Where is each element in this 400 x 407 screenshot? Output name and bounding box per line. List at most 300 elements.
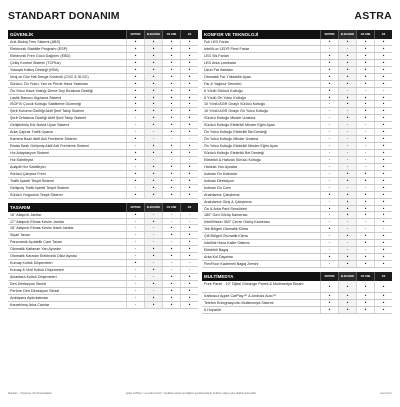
availability-cell: • (374, 178, 392, 184)
availability-cell: - (320, 199, 338, 205)
availability-cell: • (356, 136, 374, 142)
page-title: STANDART DONANIM (8, 10, 120, 22)
availability-cell: • (144, 108, 162, 114)
trim-header: GS (180, 30, 198, 39)
table-row (202, 53, 392, 60)
availability-cell: • (180, 115, 198, 121)
availability-cell: • (126, 136, 144, 142)
availability-cell: • (356, 60, 374, 66)
feature-label: Sürücü Yorgunluk Tespit Sistemi (10, 192, 63, 197)
availability-cell: • (374, 157, 392, 163)
availability-cell: - (144, 288, 162, 294)
availability-cell: • (180, 246, 198, 252)
availability-cell: • (356, 300, 374, 306)
availability-cell: - (180, 136, 198, 142)
availability-cell: • (320, 293, 338, 299)
availability-cell: - (356, 185, 374, 191)
table-row (202, 74, 392, 81)
feature-label: Far & Yağmur Sensörü (204, 81, 242, 86)
feature-label: Elektronik Fren Gücü Dağılımı (EBD) (10, 53, 71, 58)
availability-cell: • (144, 164, 162, 170)
table-row (8, 171, 198, 178)
section-header (8, 203, 198, 212)
availability-cell: • (144, 171, 162, 177)
availability-cell: - (338, 143, 356, 149)
section-guvenlik (8, 30, 198, 199)
availability-cell: • (126, 192, 144, 198)
availability-cell: • (374, 247, 392, 253)
availability-cell: - (162, 260, 180, 266)
availability-cell: • (126, 101, 144, 107)
availability-cell: • (180, 129, 198, 135)
section-title: KONFOR VE TEKNOLOJİ (204, 32, 259, 37)
trim-header: GS LINE (356, 30, 374, 39)
availability-cell: • (126, 39, 144, 45)
availability-cell: • (338, 81, 356, 87)
availability-cell: • (356, 67, 374, 73)
feature-label: Telefon Entegrasyonlu Multimedya Sistemi (204, 300, 274, 305)
feature-label: 10 Yönlü AGR Onaylı Ön Yolcu Koltuğu (204, 109, 269, 114)
availability-cell: • (320, 74, 338, 80)
availability-cell: - (144, 225, 162, 231)
section-header (202, 30, 392, 39)
availability-cell: • (162, 81, 180, 87)
availability-cell: • (320, 67, 338, 73)
availability-cell: - (126, 115, 144, 121)
feature-label: Şerit Ortalama Özelliği Aktif Şerit Takip Sistemi (10, 116, 87, 121)
feature-label: Sürücü Koltuğu Minder Uzatma (204, 116, 256, 121)
page-header (8, 10, 392, 24)
availability-cell: • (180, 39, 198, 45)
feature-label: Tek Bölgeli Otomatik Klima (204, 227, 248, 232)
availability-cell: - (144, 232, 162, 238)
availability-cell: - (320, 261, 338, 267)
feature-label: Perfore Deri Direksiyon Simidi (10, 288, 60, 293)
availability-cell: • (126, 95, 144, 101)
availability-cell: • (320, 95, 338, 101)
availability-cell: • (374, 199, 392, 205)
trim-header: EDITION (126, 30, 144, 39)
feature-label: Trafik İşareti Tespit Sistemi (10, 178, 54, 183)
availability-cell: - (338, 185, 356, 191)
availability-cell: • (338, 192, 356, 198)
feature-label: Kumaş & Vinil Koltuk Döşemeleri (10, 268, 64, 273)
feature-label: IntelliVision 360° Çevre Görüş Kamerası (204, 220, 270, 225)
footer-note: Apple CarPlay™ ve Android Auto™ özellikleri telefon ile bağlantı gerektirmektedir. Kullanım ülkeye göre farklılık gösterebilir. (126, 392, 257, 395)
availability-cell: • (320, 281, 338, 292)
availability-cell: • (374, 164, 392, 170)
availability-cell: • (144, 178, 162, 184)
availability-cell: • (144, 150, 162, 156)
availability-cell: - (162, 219, 180, 225)
availability-cell: - (320, 247, 338, 253)
availability-cell: • (180, 185, 198, 191)
trim-header: GS LINE (162, 30, 180, 39)
table-row (202, 185, 392, 192)
availability-cell: • (180, 88, 198, 94)
availability-cell: • (338, 307, 356, 313)
availability-cell: • (144, 95, 162, 101)
availability-cell: • (374, 143, 392, 149)
availability-cell: • (338, 261, 356, 267)
availability-cell: - (320, 219, 338, 225)
table-row (8, 246, 198, 253)
table-row (8, 46, 198, 53)
table-row (8, 267, 198, 274)
feature-label: 16" Alaşımlı Jantlar (10, 212, 42, 217)
feature-label: Kablosuz Apple CarPlay™ & Android Auto™ (204, 293, 277, 298)
availability-cell: • (144, 281, 162, 287)
table-row (202, 143, 392, 150)
feature-label: Karartılmış Arka Camlar (10, 302, 50, 307)
section-konfor (202, 30, 392, 268)
availability-cell: • (180, 81, 198, 87)
feature-label: Anti-Blokaj Fren Sistemi (ABS) (10, 40, 61, 44)
availability-cell: • (338, 233, 356, 239)
availability-cell: • (180, 274, 198, 280)
availability-cell: • (374, 150, 392, 156)
availability-cell: • (338, 254, 356, 260)
trim-header: EDITION (320, 272, 338, 281)
availability-cell: • (374, 307, 392, 313)
availability-cell: • (162, 101, 180, 107)
availability-cell: • (320, 300, 338, 306)
availability-cell: • (356, 101, 374, 107)
availability-cell: - (320, 164, 338, 170)
feature-label: Kumaş Koltuk Döşemeleri (10, 261, 53, 266)
table-row (8, 136, 198, 143)
availability-cell: • (162, 122, 180, 128)
feature-label: Siyah Tavan (10, 233, 31, 238)
feature-label: Sürücü Koltuğu Elektrikli Minder Eğim Ayarı (204, 123, 276, 128)
availability-cell: • (338, 206, 356, 212)
feature-label: Arka Kol Dayama (204, 255, 233, 260)
availability-cell: • (144, 53, 162, 59)
section-tasarim (8, 203, 198, 309)
availability-cell: - (126, 225, 144, 231)
table-row (202, 101, 392, 108)
availability-cell: • (144, 39, 162, 45)
availability-cell: • (374, 129, 392, 135)
table-row (8, 192, 198, 199)
availability-cell: - (180, 157, 198, 163)
availability-cell: • (338, 199, 356, 205)
availability-cell: • (144, 60, 162, 66)
feature-label: Hız Sabitleyici (10, 157, 34, 162)
availability-cell: • (162, 150, 180, 156)
feature-label: Deri Direksiyon Simidi (10, 281, 47, 286)
availability-cell: - (126, 274, 144, 280)
feature-label: Sürücü Çalışma Freni (10, 171, 46, 176)
availability-cell: - (126, 232, 144, 238)
table-row (8, 164, 198, 171)
availability-cell: • (374, 192, 392, 198)
table-row (8, 150, 198, 157)
availability-cell: • (180, 295, 198, 301)
feature-label: LED Arka Lambalar (204, 60, 236, 65)
feature-label: Radar Bazlı Gelişmiş Aktif Acil Frenleme Sistemi (10, 144, 89, 149)
availability-cell: • (356, 74, 374, 80)
trim-header: GS LINE (356, 272, 374, 281)
availability-cell: • (374, 206, 392, 212)
availability-cell: • (374, 212, 392, 218)
availability-cell: • (356, 233, 374, 239)
section-title: MULTİMEDYA (204, 273, 234, 279)
availability-cell: - (126, 267, 144, 273)
availability-cell: - (356, 88, 374, 94)
availability-cell: - (338, 129, 356, 135)
availability-cell: • (162, 192, 180, 198)
section-title: TASARIM (10, 204, 31, 210)
availability-cell: • (338, 300, 356, 306)
availability-cell: • (126, 260, 144, 266)
availability-cell: • (126, 53, 144, 59)
feature-label: Intellink Hava Kalite Sistemi (204, 241, 250, 246)
feature-label: FlexFloor Kademeli Bagaj Zemini (204, 262, 259, 266)
availability-cell: • (162, 171, 180, 177)
availability-cell: • (126, 88, 144, 94)
availability-cell: - (338, 226, 356, 232)
availability-cell: • (180, 108, 198, 114)
trim-header: EDITION (320, 30, 338, 39)
feature-label: Ön & Arka Park Sensörleri (204, 206, 248, 211)
availability-cell: - (320, 240, 338, 246)
availability-cell: • (180, 281, 198, 287)
availability-cell: • (356, 108, 374, 114)
table-row (8, 281, 198, 288)
availability-cell: • (144, 253, 162, 259)
availability-cell: - (320, 212, 338, 218)
availability-cell: • (126, 178, 144, 184)
availability-cell: • (374, 171, 392, 177)
feature-label: Elektrikli Bagaj (204, 248, 229, 253)
table-row (202, 199, 392, 206)
trim-header: ELEGANCE (338, 272, 356, 281)
feature-label: Anahtarsız Çalıştırma (204, 192, 240, 197)
table-row (202, 129, 392, 136)
availability-cell: • (126, 74, 144, 80)
availability-cell: • (126, 46, 144, 52)
feature-label: 6 Yönlü Sürücü Koltuğu (204, 88, 243, 93)
availability-cell: - (144, 260, 162, 266)
availability-cell: - (180, 267, 198, 273)
availability-cell: • (180, 95, 198, 101)
availability-cell: • (374, 39, 392, 45)
availability-cell: • (374, 240, 392, 246)
feature-label: 18" Alaşımlı Elmas Kesim Ikiset Jantlar (10, 226, 74, 231)
availability-cell: • (180, 288, 198, 294)
availability-cell: - (126, 239, 144, 245)
table-row (202, 261, 392, 268)
feature-label: Gelişmiş Trafik İşareti Tespit Sistemi (10, 185, 69, 190)
table-row (202, 233, 392, 240)
table-row (202, 95, 392, 102)
availability-cell: - (162, 239, 180, 245)
feature-label: Full LED Farlar (204, 40, 229, 44)
availability-cell: • (338, 293, 356, 299)
table-row (202, 122, 392, 129)
availability-cell: - (126, 246, 144, 252)
table-row (8, 108, 198, 115)
left-column (8, 30, 198, 309)
availability-cell: • (144, 101, 162, 107)
availability-cell: • (144, 81, 162, 87)
feature-label: Adaptif Hız Sabitleyici (10, 164, 46, 169)
table-row (8, 88, 198, 95)
feature-label: Isıtmalı Ön Cam (204, 185, 231, 190)
availability-cell: • (356, 178, 374, 184)
availability-cell: • (162, 108, 180, 114)
feature-label: Viraj ve Düz Hat Denge Kontrolü (CSC & SLSC) (10, 74, 89, 79)
feature-label: Hız Adaptasyon Sistemi (10, 151, 49, 155)
availability-cell: - (374, 226, 392, 232)
availability-cell: - (338, 240, 356, 246)
table-row (8, 232, 198, 239)
feature-label: Pure Panel - 10" Dijital Gösterge Paneli & Multimedya Ekranı (204, 281, 304, 286)
availability-cell: • (356, 39, 374, 45)
feature-label: Ön Yolcu Koltuğu Minder Uzatma (204, 137, 259, 142)
availability-cell: • (180, 164, 198, 170)
availability-cell: • (356, 46, 374, 52)
availability-cell: • (144, 246, 162, 252)
availability-cell: - (126, 143, 144, 149)
table-row (202, 88, 392, 95)
availability-cell: - (126, 122, 144, 128)
availability-cell: - (338, 122, 356, 128)
feature-label: 6 Hoparlör (204, 307, 222, 312)
availability-cell: - (162, 267, 180, 273)
availability-cell: • (162, 88, 180, 94)
feature-label: Arka Çapraz Trafik Uyarısı (10, 130, 54, 135)
trim-header: GS (180, 203, 198, 212)
availability-cell: - (320, 136, 338, 142)
availability-cell: • (356, 199, 374, 205)
availability-cell: • (320, 206, 338, 212)
availability-cell: • (374, 261, 392, 267)
feature-label: Ön Yolcu Hava Yastığı Devre Dışı Bırakma Özelliği (10, 88, 93, 93)
model-name: ASTRA (354, 10, 392, 22)
availability-cell: • (320, 53, 338, 59)
availability-cell: - (126, 164, 144, 170)
availability-cell: • (180, 74, 198, 80)
availability-cell: • (180, 53, 198, 59)
availability-cell: • (144, 302, 162, 308)
availability-cell: • (356, 212, 374, 218)
feature-label: Ambiyans Aydınlatması (10, 295, 49, 300)
trim-header: GS LINE (162, 203, 180, 212)
availability-cell: - (144, 274, 162, 280)
trim-header: ELEGANCE (144, 203, 162, 212)
availability-cell: - (320, 108, 338, 114)
table-row (202, 293, 392, 300)
feature-label: Elektrikli & Hafızalı Sürücü Koltuğu (204, 157, 261, 162)
availability-cell: • (338, 74, 356, 80)
table-row (8, 225, 198, 232)
trim-header: ELEGANCE (144, 30, 162, 39)
availability-cell: • (356, 254, 374, 260)
availability-cell: • (180, 232, 198, 238)
availability-cell: - (356, 219, 374, 225)
table-row (8, 239, 198, 246)
availability-cell: • (320, 307, 338, 313)
availability-cell: - (162, 157, 180, 163)
table-row (8, 157, 198, 164)
availability-cell: • (320, 81, 338, 87)
feature-label: Hafızalı Yan Aynalar (204, 164, 238, 169)
footer-legend: Standart | - Opsiyonel | Sunulmamaktadır (8, 392, 52, 395)
table-row (8, 178, 198, 185)
availability-cell: • (144, 295, 162, 301)
availability-cell: • (356, 240, 374, 246)
availability-cell: • (374, 101, 392, 107)
availability-cell: • (374, 281, 392, 292)
right-column (202, 30, 392, 314)
availability-cell: - (338, 136, 356, 142)
feature-label: Isıtmalı Direksiyon (204, 178, 235, 183)
table-row (202, 108, 392, 115)
availability-cell: • (162, 178, 180, 184)
availability-cell: - (144, 129, 162, 135)
availability-cell: • (356, 261, 374, 267)
table-row (202, 226, 392, 233)
availability-cell: • (180, 101, 198, 107)
feature-label: Çift Bölgeli Otomatik Klima (204, 234, 248, 239)
availability-cell: - (338, 46, 356, 52)
availability-cell: • (180, 192, 198, 198)
availability-cell: • (126, 150, 144, 156)
table-row (8, 39, 198, 46)
availability-cell: • (180, 122, 198, 128)
availability-cell: - (320, 178, 338, 184)
table-row (202, 67, 392, 74)
feature-label: Yokuşta Kalkış Desteği (HSA) (10, 67, 59, 72)
availability-cell: • (144, 192, 162, 198)
feature-label: Ön Yolcu Koltuğu Elektrikli Minder Eğim Ayarı (204, 144, 279, 149)
availability-cell: • (356, 115, 374, 121)
table-row (202, 212, 392, 219)
feature-label: IntelliLux LED® Pixel Farlar (204, 46, 250, 51)
availability-cell: • (374, 81, 392, 87)
availability-cell: - (356, 122, 374, 128)
availability-cell: • (356, 293, 374, 299)
table-row (8, 74, 198, 81)
availability-cell: • (162, 115, 180, 121)
availability-cell: • (338, 101, 356, 107)
availability-cell: - (374, 88, 392, 94)
trim-header: ELEGANCE (338, 30, 356, 39)
feature-label: 17" Alaşımlı Elmas Kesim Jantlar (10, 219, 64, 224)
availability-cell: - (126, 129, 144, 135)
table-row (202, 206, 392, 213)
feature-label: Otomatik Far Yükseklik Ayarı (204, 74, 252, 79)
availability-cell: • (144, 115, 162, 121)
table-row (202, 240, 392, 247)
availability-cell: • (180, 60, 198, 66)
availability-cell: • (162, 225, 180, 231)
availability-cell: - (126, 281, 144, 287)
availability-cell: • (126, 108, 144, 114)
feature-label: ISOFIX Çocuk Koltuğu Sabitleme Düzeneği (10, 102, 82, 107)
table-row (202, 157, 392, 164)
table-row (202, 281, 392, 293)
availability-cell: • (144, 267, 162, 273)
availability-cell: • (126, 81, 144, 87)
availability-cell: • (162, 53, 180, 59)
table-row (8, 129, 198, 136)
availability-cell: • (356, 95, 374, 101)
table-row (8, 274, 198, 281)
availability-cell: • (374, 46, 392, 52)
